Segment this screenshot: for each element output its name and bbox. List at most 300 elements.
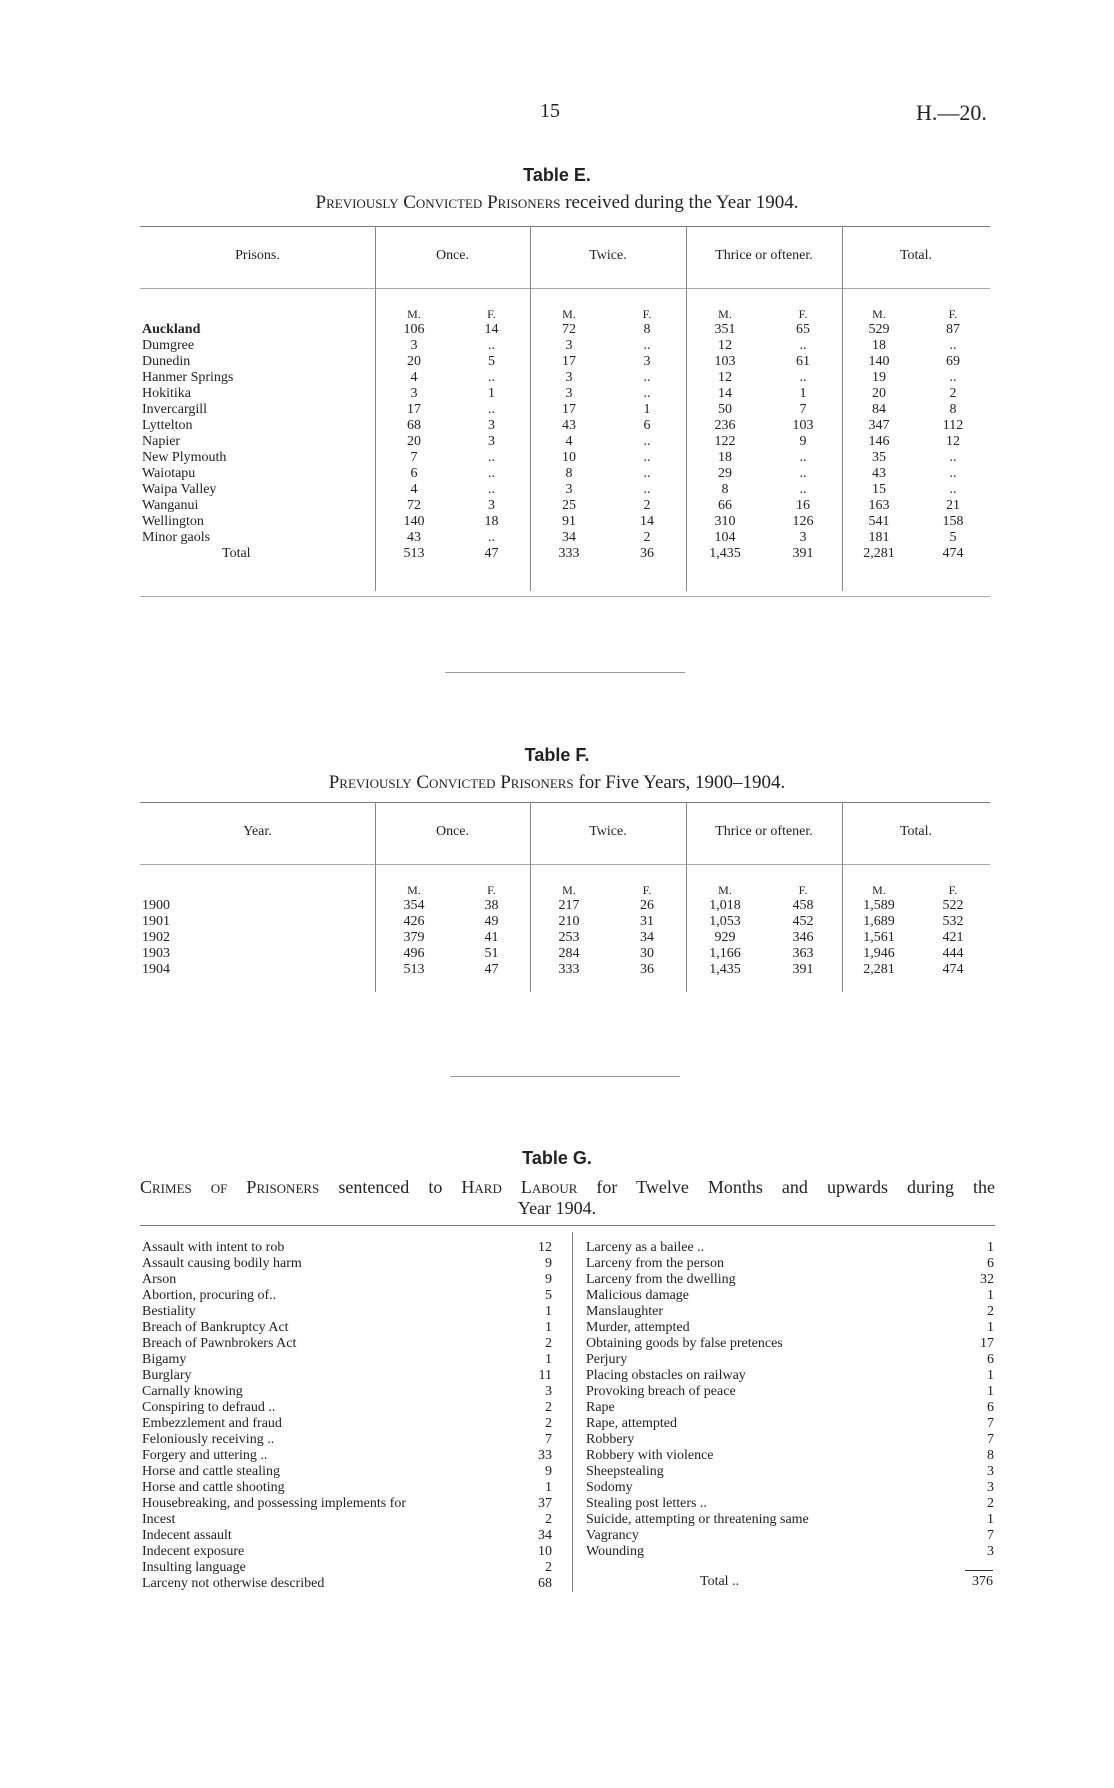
cell-value: 513 bbox=[403, 962, 425, 977]
table-row bbox=[142, 354, 990, 370]
table-row bbox=[142, 386, 990, 402]
cell-value: .. bbox=[949, 450, 957, 465]
cell-value: 19 bbox=[872, 370, 886, 385]
m-label: M. bbox=[407, 307, 421, 321]
cell-value: 3 bbox=[643, 354, 651, 369]
cell-value: 444 bbox=[942, 946, 964, 961]
list-item bbox=[142, 1384, 552, 1400]
crime-label: Sodomy bbox=[586, 1480, 633, 1495]
section-separator bbox=[450, 1076, 680, 1077]
cell-value: 8 bbox=[949, 402, 957, 417]
cell-value: 1 bbox=[799, 386, 807, 401]
crime-label: Carnally knowing bbox=[142, 1384, 243, 1399]
list-item bbox=[586, 1416, 994, 1432]
cell-value: 7 bbox=[410, 450, 418, 465]
list-item bbox=[142, 1352, 552, 1368]
table-row bbox=[142, 466, 990, 482]
crime-count: 12 bbox=[538, 1240, 552, 1255]
table-e-top-rule bbox=[140, 226, 990, 227]
cell-value: 1,018 bbox=[709, 898, 741, 913]
list-item bbox=[586, 1544, 994, 1560]
row-label: 1904 bbox=[142, 962, 170, 977]
cell-value: 112 bbox=[942, 418, 964, 433]
row-label: Wellington bbox=[142, 514, 204, 529]
cell-value: 20 bbox=[407, 434, 421, 449]
cell-value: 140 bbox=[868, 354, 890, 369]
table-row bbox=[142, 530, 990, 546]
crime-label: Assault with intent to rob bbox=[142, 1240, 285, 1255]
total-value: 333 bbox=[558, 546, 580, 561]
list-item bbox=[142, 1320, 552, 1336]
cell-value: 2,281 bbox=[863, 962, 895, 977]
cell-value: .. bbox=[799, 450, 807, 465]
cell-value: 529 bbox=[868, 322, 890, 337]
cell-value: 17 bbox=[562, 402, 576, 417]
crime-label: Burglary bbox=[142, 1368, 192, 1383]
header-twice: Twice. bbox=[589, 824, 627, 839]
row-label: 1901 bbox=[142, 914, 170, 929]
cell-value: 3 bbox=[488, 498, 495, 513]
crime-count: 1 bbox=[545, 1480, 552, 1495]
crime-label: Perjury bbox=[586, 1352, 628, 1367]
table-g-subtitle-c: Hard Labour bbox=[461, 1177, 578, 1197]
cell-value: 1 bbox=[488, 386, 495, 401]
row-label: Waipa Valley bbox=[142, 482, 217, 497]
cell-value: 6 bbox=[643, 418, 651, 433]
cell-value: 2 bbox=[949, 386, 957, 401]
cell-value: 43 bbox=[872, 466, 886, 481]
list-item bbox=[142, 1528, 552, 1544]
cell-value: 18 bbox=[484, 514, 499, 529]
cell-value: 3 bbox=[565, 386, 573, 401]
cell-value: 87 bbox=[946, 322, 960, 337]
list-item bbox=[586, 1368, 994, 1384]
cell-value: 1 bbox=[643, 402, 651, 417]
cell-value: 14 bbox=[484, 322, 499, 337]
total-value: 474 bbox=[942, 546, 964, 561]
cell-value: .. bbox=[799, 466, 807, 481]
cell-value: .. bbox=[488, 482, 495, 497]
table-e bbox=[142, 306, 990, 562]
cell-value: 30 bbox=[640, 946, 654, 961]
cell-value: 106 bbox=[403, 322, 425, 337]
cell-value: 38 bbox=[484, 898, 499, 913]
total-value: 513 bbox=[403, 546, 425, 561]
crime-count: 32 bbox=[980, 1272, 994, 1287]
crime-label: Murder, attempted bbox=[586, 1320, 690, 1335]
crime-count: 3 bbox=[987, 1480, 994, 1495]
crime-count: 1 bbox=[987, 1384, 994, 1399]
crime-count: 34 bbox=[538, 1528, 552, 1543]
table-e-mf-row bbox=[142, 306, 990, 322]
cell-value: .. bbox=[643, 338, 651, 353]
crime-count: 2 bbox=[987, 1496, 994, 1511]
crime-label: Horse and cattle stealing bbox=[142, 1464, 281, 1479]
crime-count: 2 bbox=[545, 1336, 552, 1351]
cell-value: 354 bbox=[403, 898, 425, 913]
crime-label: Provoking breach of peace bbox=[586, 1384, 736, 1399]
crime-label: Arson bbox=[142, 1272, 177, 1287]
row-label: Minor gaols bbox=[142, 530, 211, 545]
crime-label: Manslaughter bbox=[586, 1304, 663, 1319]
crime-label: Breach of Pawnbrokers Act bbox=[142, 1336, 297, 1351]
crime-count: 5 bbox=[545, 1288, 552, 1303]
crime-label: Indecent exposure bbox=[142, 1544, 245, 1559]
table-row bbox=[142, 514, 990, 530]
cell-value: 1,053 bbox=[709, 914, 741, 929]
cell-value: 929 bbox=[714, 930, 736, 945]
row-label: Auckland bbox=[142, 322, 201, 337]
table-g-subtitle-b: sentenced to bbox=[319, 1177, 462, 1197]
crime-label: Wounding bbox=[586, 1544, 644, 1559]
list-item bbox=[142, 1448, 552, 1464]
table-row bbox=[142, 962, 990, 978]
f-label: F. bbox=[487, 883, 496, 897]
crime-count: 33 bbox=[538, 1448, 552, 1463]
section-separator bbox=[445, 672, 685, 673]
table-row bbox=[142, 322, 990, 338]
crime-label: Housebreaking, and possessing implements for bbox=[142, 1496, 407, 1511]
list-item bbox=[142, 1336, 552, 1352]
row-label: Invercargill bbox=[142, 402, 208, 417]
cell-value: 17 bbox=[407, 402, 421, 417]
m-label: M. bbox=[407, 883, 421, 897]
table-g-total-value: 376 bbox=[972, 1574, 993, 1589]
crime-count: 3 bbox=[545, 1384, 552, 1399]
table-g-right-list bbox=[586, 1240, 994, 1560]
cell-value: 72 bbox=[562, 322, 576, 337]
crime-label: Larceny from the person bbox=[586, 1256, 724, 1271]
crime-count: 11 bbox=[538, 1368, 552, 1383]
list-item bbox=[586, 1448, 994, 1464]
cell-value: 51 bbox=[484, 946, 499, 961]
crime-count: 1 bbox=[987, 1240, 994, 1255]
cell-value: 66 bbox=[718, 498, 732, 513]
cell-value: 104 bbox=[714, 530, 736, 545]
table-e-subtitle-rest: received during the Year 1904. bbox=[560, 192, 799, 213]
crime-count: 10 bbox=[538, 1544, 552, 1559]
cell-value: 452 bbox=[792, 914, 814, 929]
cell-value: 84 bbox=[872, 402, 886, 417]
table-row bbox=[142, 450, 990, 466]
list-item bbox=[142, 1368, 552, 1384]
crime-count: 9 bbox=[545, 1464, 552, 1479]
cell-value: 522 bbox=[942, 898, 964, 913]
cell-value: 65 bbox=[796, 322, 810, 337]
cell-value: .. bbox=[488, 466, 495, 481]
list-item bbox=[586, 1320, 994, 1336]
cell-value: 50 bbox=[718, 402, 732, 417]
header-once: Once. bbox=[435, 824, 470, 839]
list-item bbox=[142, 1576, 552, 1592]
row-label: Napier bbox=[142, 434, 181, 449]
cell-value: 61 bbox=[796, 354, 810, 369]
table-g-subtitle-d: for Twelve Months and upwards during the bbox=[577, 1177, 996, 1197]
row-label: Hokitika bbox=[142, 386, 191, 401]
crime-count: 7 bbox=[545, 1432, 552, 1447]
list-item bbox=[586, 1528, 994, 1544]
cell-value: .. bbox=[643, 434, 651, 449]
cell-value: 4 bbox=[410, 482, 418, 497]
cell-value: 47 bbox=[484, 962, 499, 977]
f-label: F. bbox=[948, 307, 958, 321]
cell-value: 9 bbox=[799, 434, 807, 449]
cell-value: .. bbox=[949, 466, 957, 481]
crime-label: Forgery and uttering .. bbox=[142, 1448, 268, 1463]
cell-value: 236 bbox=[714, 418, 736, 433]
cell-value: 421 bbox=[942, 930, 964, 945]
header-total: Total. bbox=[899, 248, 933, 263]
cell-value: 3 bbox=[799, 530, 807, 545]
cell-value: 43 bbox=[407, 530, 421, 545]
cell-value: 4 bbox=[410, 370, 418, 385]
crime-count: 1 bbox=[545, 1320, 552, 1335]
cell-value: 3 bbox=[410, 386, 418, 401]
cell-value: .. bbox=[799, 370, 807, 385]
crime-label: Breach of Bankruptcy Act bbox=[142, 1320, 289, 1335]
crime-label: Malicious damage bbox=[586, 1288, 690, 1303]
cell-value: .. bbox=[643, 386, 651, 401]
f-label: F. bbox=[948, 883, 958, 897]
cell-value: 26 bbox=[640, 898, 654, 913]
table-row bbox=[142, 946, 990, 962]
document-reference: H.—20. bbox=[916, 100, 987, 125]
list-item bbox=[586, 1336, 994, 1352]
cell-value: .. bbox=[643, 370, 651, 385]
cell-value: .. bbox=[949, 482, 957, 497]
cell-value: 8 bbox=[565, 466, 573, 481]
row-label: 1902 bbox=[142, 930, 170, 945]
table-f-title: Table F. bbox=[524, 745, 590, 765]
crime-label: Vagrancy bbox=[586, 1528, 639, 1543]
cell-value: .. bbox=[949, 370, 957, 385]
list-item bbox=[142, 1256, 552, 1272]
cell-value: 3 bbox=[410, 338, 418, 353]
cell-value: 14 bbox=[718, 386, 732, 401]
cell-value: 532 bbox=[942, 914, 964, 929]
row-label: 1903 bbox=[142, 946, 170, 961]
cell-value: .. bbox=[488, 530, 495, 545]
crime-label: Bigamy bbox=[142, 1352, 187, 1367]
list-item bbox=[586, 1288, 994, 1304]
cell-value: .. bbox=[488, 338, 495, 353]
row-label: Wanganui bbox=[142, 498, 199, 513]
crime-count: 1 bbox=[987, 1320, 994, 1335]
header-thrice: Thrice or oftener. bbox=[715, 824, 813, 839]
list-item bbox=[586, 1400, 994, 1416]
cell-value: .. bbox=[643, 466, 651, 481]
cell-value: 126 bbox=[792, 514, 814, 529]
f-label: F. bbox=[487, 307, 496, 321]
crime-label: Abortion, procuring of.. bbox=[142, 1288, 277, 1303]
row-label: 1900 bbox=[142, 898, 170, 913]
page-number: 15 bbox=[540, 100, 560, 122]
table-g-subtitle-a: Crimes of Prisoners bbox=[140, 1177, 320, 1197]
crime-label: Conspiring to defraud .. bbox=[142, 1400, 276, 1415]
crime-label: Bestiality bbox=[142, 1304, 196, 1319]
cell-value: 4 bbox=[565, 434, 573, 449]
cell-value: 21 bbox=[946, 498, 960, 513]
cell-value: 14 bbox=[640, 514, 654, 529]
cell-value: 49 bbox=[484, 914, 499, 929]
cell-value: .. bbox=[488, 370, 495, 385]
header-twice: Twice. bbox=[589, 248, 627, 263]
table-f-top-rule bbox=[140, 802, 990, 803]
cell-value: 1,166 bbox=[709, 946, 741, 961]
row-label: Lyttelton bbox=[142, 418, 193, 433]
list-item bbox=[586, 1272, 994, 1288]
list-item bbox=[142, 1416, 552, 1432]
cell-value: .. bbox=[488, 402, 495, 417]
list-item bbox=[142, 1400, 552, 1416]
cell-value: 3 bbox=[565, 370, 573, 385]
crime-count: 1 bbox=[987, 1512, 994, 1527]
m-label: M. bbox=[872, 307, 886, 321]
cell-value: 363 bbox=[792, 946, 814, 961]
total-label: Total bbox=[222, 546, 251, 561]
crime-label: Robbery with violence bbox=[586, 1448, 714, 1463]
cell-value: 181 bbox=[868, 530, 890, 545]
list-item bbox=[586, 1464, 994, 1480]
crime-count: 1 bbox=[545, 1352, 552, 1367]
header-once: Once. bbox=[435, 248, 470, 263]
cell-value: 10 bbox=[562, 450, 576, 465]
list-item bbox=[586, 1496, 994, 1512]
cell-value: 8 bbox=[643, 322, 651, 337]
table-g-subtitle-line1 bbox=[140, 1177, 995, 1198]
crime-count: 17 bbox=[980, 1336, 994, 1351]
total-value: 1,435 bbox=[709, 546, 741, 561]
list-item bbox=[142, 1240, 552, 1256]
crime-count: 3 bbox=[987, 1464, 994, 1479]
cell-value: .. bbox=[799, 338, 807, 353]
cell-value: 36 bbox=[640, 962, 654, 977]
crime-label: Rape, attempted bbox=[586, 1416, 677, 1431]
crime-label: Larceny not otherwise described bbox=[142, 1576, 325, 1591]
cell-value: 496 bbox=[403, 946, 425, 961]
cell-value: 1,589 bbox=[863, 898, 895, 913]
crime-count: 6 bbox=[987, 1352, 994, 1367]
list-item bbox=[586, 1480, 994, 1496]
crime-count: 2 bbox=[545, 1560, 552, 1575]
cell-value: 103 bbox=[792, 418, 814, 433]
cell-value: 17 bbox=[562, 354, 576, 369]
cell-value: 12 bbox=[946, 434, 960, 449]
crime-label: Obtaining goods by false pretences bbox=[586, 1336, 783, 1351]
table-g-left-list bbox=[142, 1240, 552, 1592]
cell-value: .. bbox=[799, 482, 807, 497]
m-label: M. bbox=[718, 307, 732, 321]
crime-label: Robbery bbox=[586, 1432, 635, 1447]
cell-value: 5 bbox=[949, 530, 957, 545]
cell-value: .. bbox=[949, 338, 957, 353]
header-prisons: Prisons. bbox=[235, 248, 280, 263]
crime-count: 9 bbox=[545, 1256, 552, 1271]
list-item bbox=[586, 1256, 994, 1272]
cell-value: 379 bbox=[403, 930, 425, 945]
table-row bbox=[142, 418, 990, 434]
list-item bbox=[586, 1384, 994, 1400]
list-item bbox=[142, 1288, 552, 1304]
crime-label: Sheepstealing bbox=[586, 1464, 664, 1479]
cell-value: 8 bbox=[721, 482, 729, 497]
table-f bbox=[142, 882, 990, 978]
crime-count: 68 bbox=[538, 1576, 552, 1591]
crime-count: 8 bbox=[987, 1448, 994, 1463]
table-row bbox=[142, 402, 990, 418]
cell-value: 391 bbox=[792, 962, 814, 977]
f-label: F. bbox=[642, 307, 652, 321]
crime-count: 7 bbox=[987, 1416, 994, 1431]
crime-label: Rape bbox=[586, 1400, 615, 1415]
cell-value: 1,946 bbox=[863, 946, 895, 961]
cell-value: 3 bbox=[488, 434, 495, 449]
list-item bbox=[586, 1304, 994, 1320]
crime-count: 7 bbox=[987, 1528, 994, 1543]
cell-value: 12 bbox=[718, 370, 732, 385]
cell-value: 253 bbox=[558, 930, 580, 945]
crime-count: 1 bbox=[987, 1368, 994, 1383]
table-f-subtitle-sc: Previously Convicted Prisoners bbox=[328, 772, 574, 793]
cell-value: 140 bbox=[403, 514, 425, 529]
crime-label: Embezzlement and fraud bbox=[142, 1416, 282, 1431]
cell-value: 163 bbox=[868, 498, 890, 513]
list-item bbox=[142, 1464, 552, 1480]
crime-label: Larceny as a bailee .. bbox=[586, 1240, 705, 1255]
cell-value: 217 bbox=[558, 898, 580, 913]
cell-value: 122 bbox=[714, 434, 736, 449]
cell-value: 69 bbox=[946, 354, 960, 369]
cell-value: 333 bbox=[558, 962, 580, 977]
header-total: Total. bbox=[899, 824, 933, 839]
crime-count: 1 bbox=[987, 1288, 994, 1303]
total-value: 2,281 bbox=[863, 546, 895, 561]
total-value: 391 bbox=[792, 546, 814, 561]
cell-value: 12 bbox=[718, 338, 732, 353]
cell-value: 426 bbox=[403, 914, 425, 929]
total-value: 36 bbox=[640, 546, 654, 561]
cell-value: 474 bbox=[942, 962, 964, 977]
cell-value: 31 bbox=[640, 914, 654, 929]
table-g-title: Table G. bbox=[522, 1148, 592, 1168]
table-row bbox=[142, 914, 990, 930]
list-item bbox=[586, 1432, 994, 1448]
cell-value: .. bbox=[643, 450, 651, 465]
table-e-bottom-rule bbox=[140, 596, 990, 597]
cell-value: 458 bbox=[792, 898, 814, 913]
crime-label: Incest bbox=[142, 1512, 176, 1527]
crime-label: Assault causing bodily harm bbox=[142, 1256, 302, 1271]
list-item bbox=[586, 1352, 994, 1368]
cell-value: 3 bbox=[488, 418, 495, 433]
list-item bbox=[586, 1240, 994, 1256]
crime-count: 1 bbox=[545, 1304, 552, 1319]
list-item bbox=[142, 1512, 552, 1528]
f-label: F. bbox=[798, 307, 808, 321]
f-label: F. bbox=[642, 883, 652, 897]
table-row bbox=[142, 370, 990, 386]
crime-label: Indecent assault bbox=[142, 1528, 232, 1543]
row-label: New Plymouth bbox=[142, 450, 227, 465]
cell-value: 18 bbox=[872, 338, 886, 353]
cell-value: 72 bbox=[407, 498, 421, 513]
table-e-subtitle bbox=[0, 192, 1114, 214]
crime-label: Suicide, attempting or threatening same bbox=[586, 1512, 809, 1527]
cell-value: 346 bbox=[792, 930, 814, 945]
list-item bbox=[142, 1496, 552, 1512]
cell-value: 34 bbox=[640, 930, 654, 945]
m-label: M. bbox=[872, 883, 886, 897]
